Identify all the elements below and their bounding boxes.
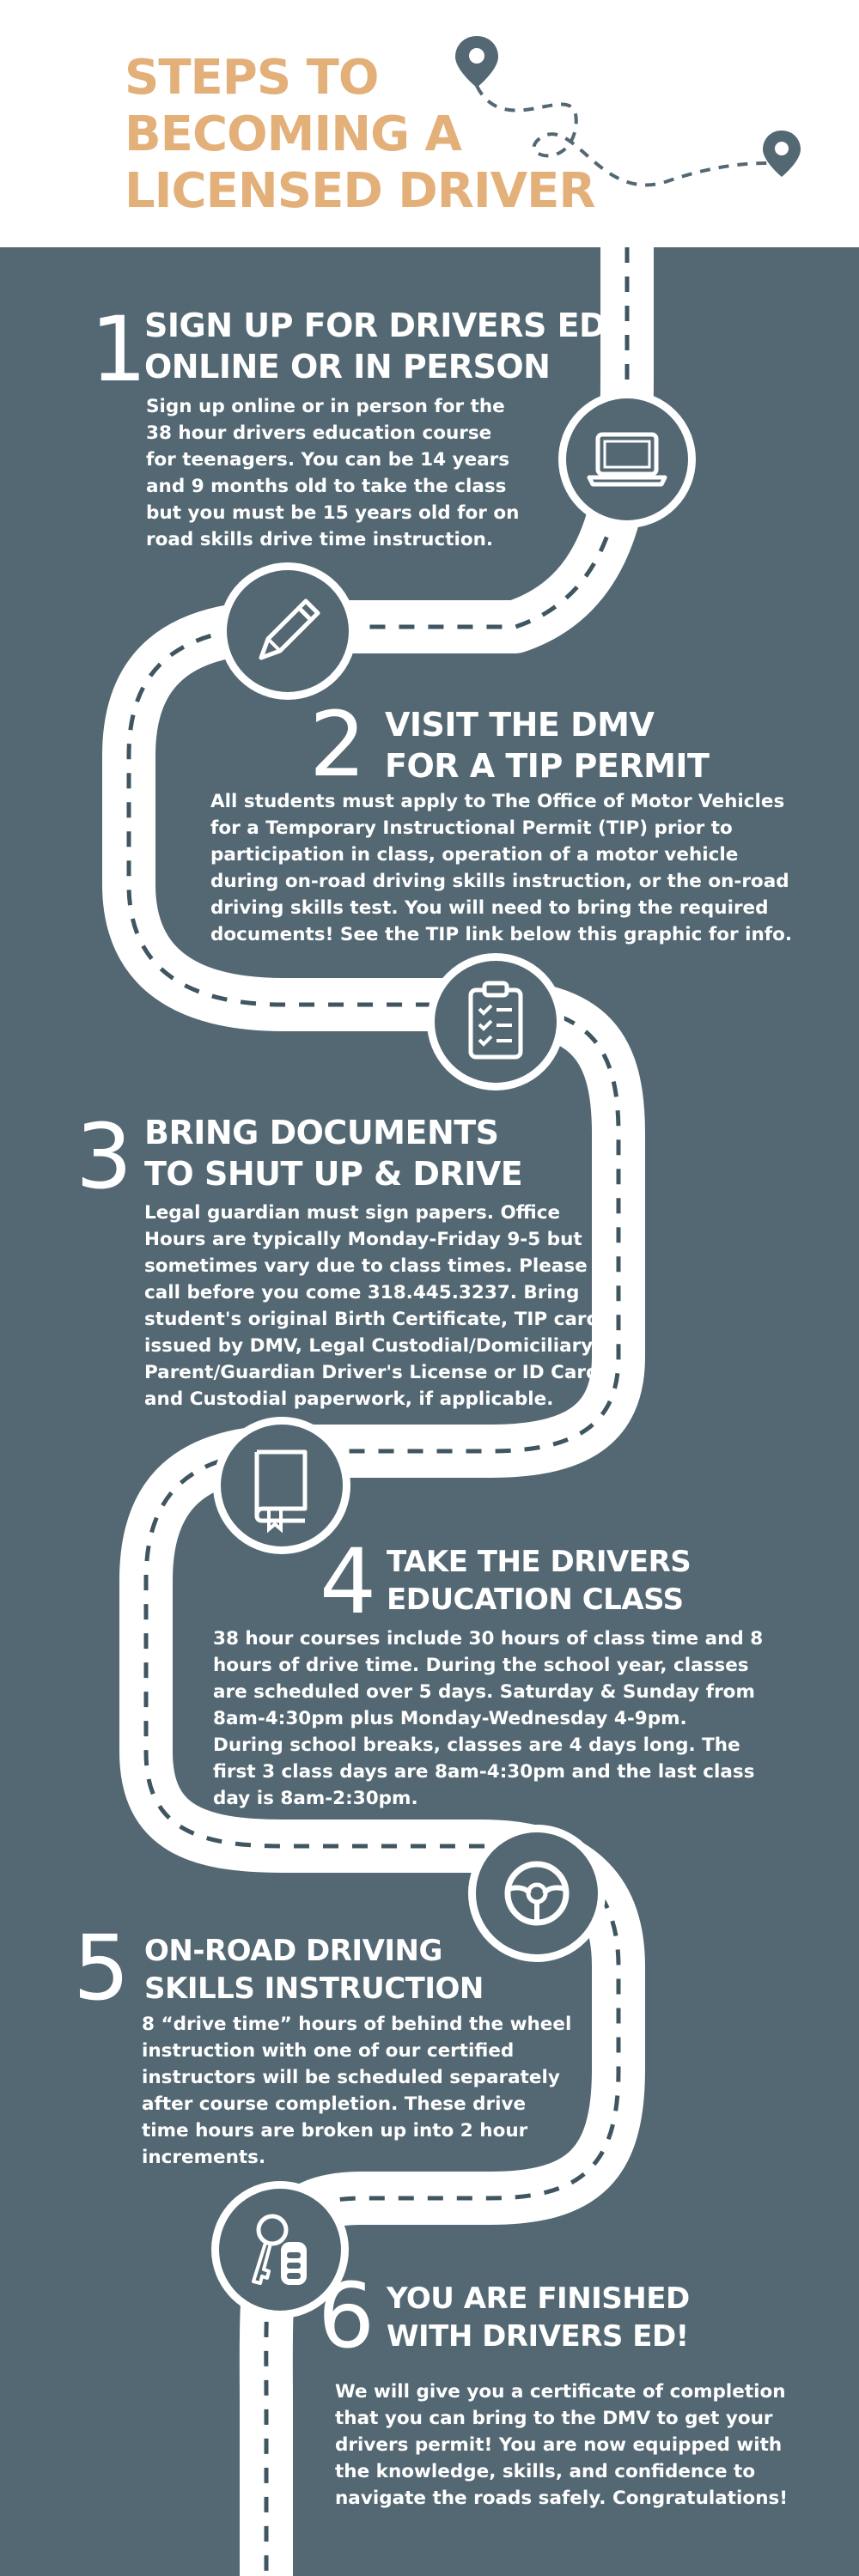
laptop-icon-circle (558, 391, 696, 528)
step-description (144, 1200, 606, 1413)
clipboard-icon-circle (427, 953, 564, 1091)
body-line: and Custodial paperwork, if applicable. (144, 1388, 554, 1410)
body-line: documents! See the TIP link below this graphic for info. (210, 924, 793, 945)
body-line: during on-road driving skills instruction, or the on-road (210, 871, 789, 892)
body-line: We will give you a certificate of completion (335, 2381, 786, 2403)
step-description (213, 1625, 763, 1812)
body-line: but you must be 15 years old for on (146, 502, 520, 524)
body-line: road skills drive time instruction. (146, 529, 494, 550)
heading-line: YOU ARE FINISHED (387, 2281, 690, 2316)
heading-line: SIGN UP FOR DRIVERS ED (144, 307, 606, 344)
body-line: student's original Birth Certificate, TIP card (144, 1309, 600, 1330)
laptop-icon (566, 398, 688, 520)
step-heading (144, 305, 606, 387)
body-line: Legal guardian must sign papers. Office (144, 1202, 561, 1224)
body-line: Sign up online or in person for the (146, 396, 505, 417)
step-description (146, 393, 519, 553)
pencil-icon (227, 570, 349, 692)
step-number: 3 (76, 1104, 133, 1209)
body-line: that you can bring to the DMV to get your (335, 2408, 773, 2429)
heading-line: VISIT THE DMV (385, 706, 655, 744)
body-line: All students must apply to The Office of Motor Vehicles (210, 791, 785, 812)
body-line: for a Temporary Instructional Permit (TIP) prior to (210, 817, 733, 839)
step-description (335, 2379, 788, 2512)
body-line: issued by DMV, Legal Custodial/Domiciliary (144, 1335, 594, 1357)
body-line: Parent/Guardian Driver's License or ID Card, (144, 1362, 606, 1383)
title-line: BECOMING A (125, 106, 461, 162)
heading-line: BRING DOCUMENTS (144, 1114, 499, 1151)
step-number: 1 (90, 297, 148, 402)
heading-line: FOR A TIP PERMIT (385, 747, 710, 785)
body-line: 8am-4:30pm plus Monday-Wednesday 4-9pm. (213, 1708, 687, 1729)
heading-line: ON-ROAD DRIVING (144, 1934, 442, 1968)
body-line: During school breaks, classes are 4 days long. The (213, 1735, 740, 1756)
body-line: navigate the roads safely. Congratulations! (335, 2488, 789, 2509)
body-line: the knowledge, skills, and confidence to (335, 2461, 756, 2482)
body-line: instruction with one of our certified (142, 2040, 515, 2062)
steering-wheel-icon-circle (468, 1825, 606, 1962)
body-line: for teenagers. You can be 14 years (146, 449, 510, 471)
body-line: 38 hour drivers education course (146, 422, 492, 444)
pencil-icon-circle (219, 562, 356, 700)
step-number: 5 (73, 1916, 131, 2020)
step-number: 6 (318, 2263, 375, 2368)
heading-line: EDUCATION CLASS (387, 1583, 684, 1617)
body-line: 38 hour courses include 30 hours of class time and 8 (213, 1628, 764, 1649)
body-line: time hours are broken up into 2 hour (142, 2120, 528, 2142)
body-line: hours of drive time. During the school year, classes (213, 1655, 749, 1676)
step-description (210, 788, 792, 948)
body-line: sometimes vary due to class times. Please (144, 1255, 588, 1277)
book-icon (221, 1425, 343, 1546)
body-line: participation in class, operation of a motor vehicle (210, 844, 739, 866)
body-line: after course completion. These drive (142, 2093, 527, 2115)
heading-line: WITH DRIVERS ED! (387, 2319, 689, 2354)
body-line: day is 8am-2:30pm. (213, 1788, 418, 1809)
body-line: and 9 months old to take the class (146, 476, 507, 497)
body-line: driving skills test. You will need to bring the required (210, 897, 769, 919)
body-line: call before you come 318.445.3237. Bring (144, 1282, 580, 1303)
heading-line: TAKE THE DRIVERS (387, 1545, 691, 1579)
body-line: 8 “drive time” hours of behind the wheel (142, 2014, 572, 2035)
step-number: 2 (309, 692, 367, 797)
step-number: 4 (320, 1529, 377, 1634)
title-line: STEPS TO (125, 50, 379, 106)
body-line: increments. (142, 2147, 266, 2168)
body-line: are scheduled over 5 days. Saturday & Sunday from (213, 1681, 755, 1703)
step-description (142, 2011, 571, 2171)
steering-wheel-icon (476, 1832, 598, 1954)
title-line: LICENSED DRIVER (125, 163, 595, 219)
body-line: drivers permit! You are now equipped with (335, 2434, 783, 2456)
clipboard-icon (435, 961, 557, 1083)
heading-line: TO SHUT UP & DRIVE (144, 1155, 523, 1193)
heading-line: ONLINE OR IN PERSON (144, 348, 551, 386)
step-heading (144, 1112, 522, 1194)
step-heading (387, 1543, 691, 1619)
step-heading (385, 704, 709, 787)
step-heading (144, 1932, 484, 2008)
body-line: Hours are typically Monday-Friday 9-5 but (144, 1229, 582, 1250)
heading-line: SKILLS INSTRUCTION (144, 1971, 484, 2006)
body-line: first 3 class days are 8am-4:30pm and the last class (213, 1761, 755, 1783)
step-heading (387, 2280, 690, 2355)
body-line: instructors will be scheduled separately (142, 2067, 560, 2088)
